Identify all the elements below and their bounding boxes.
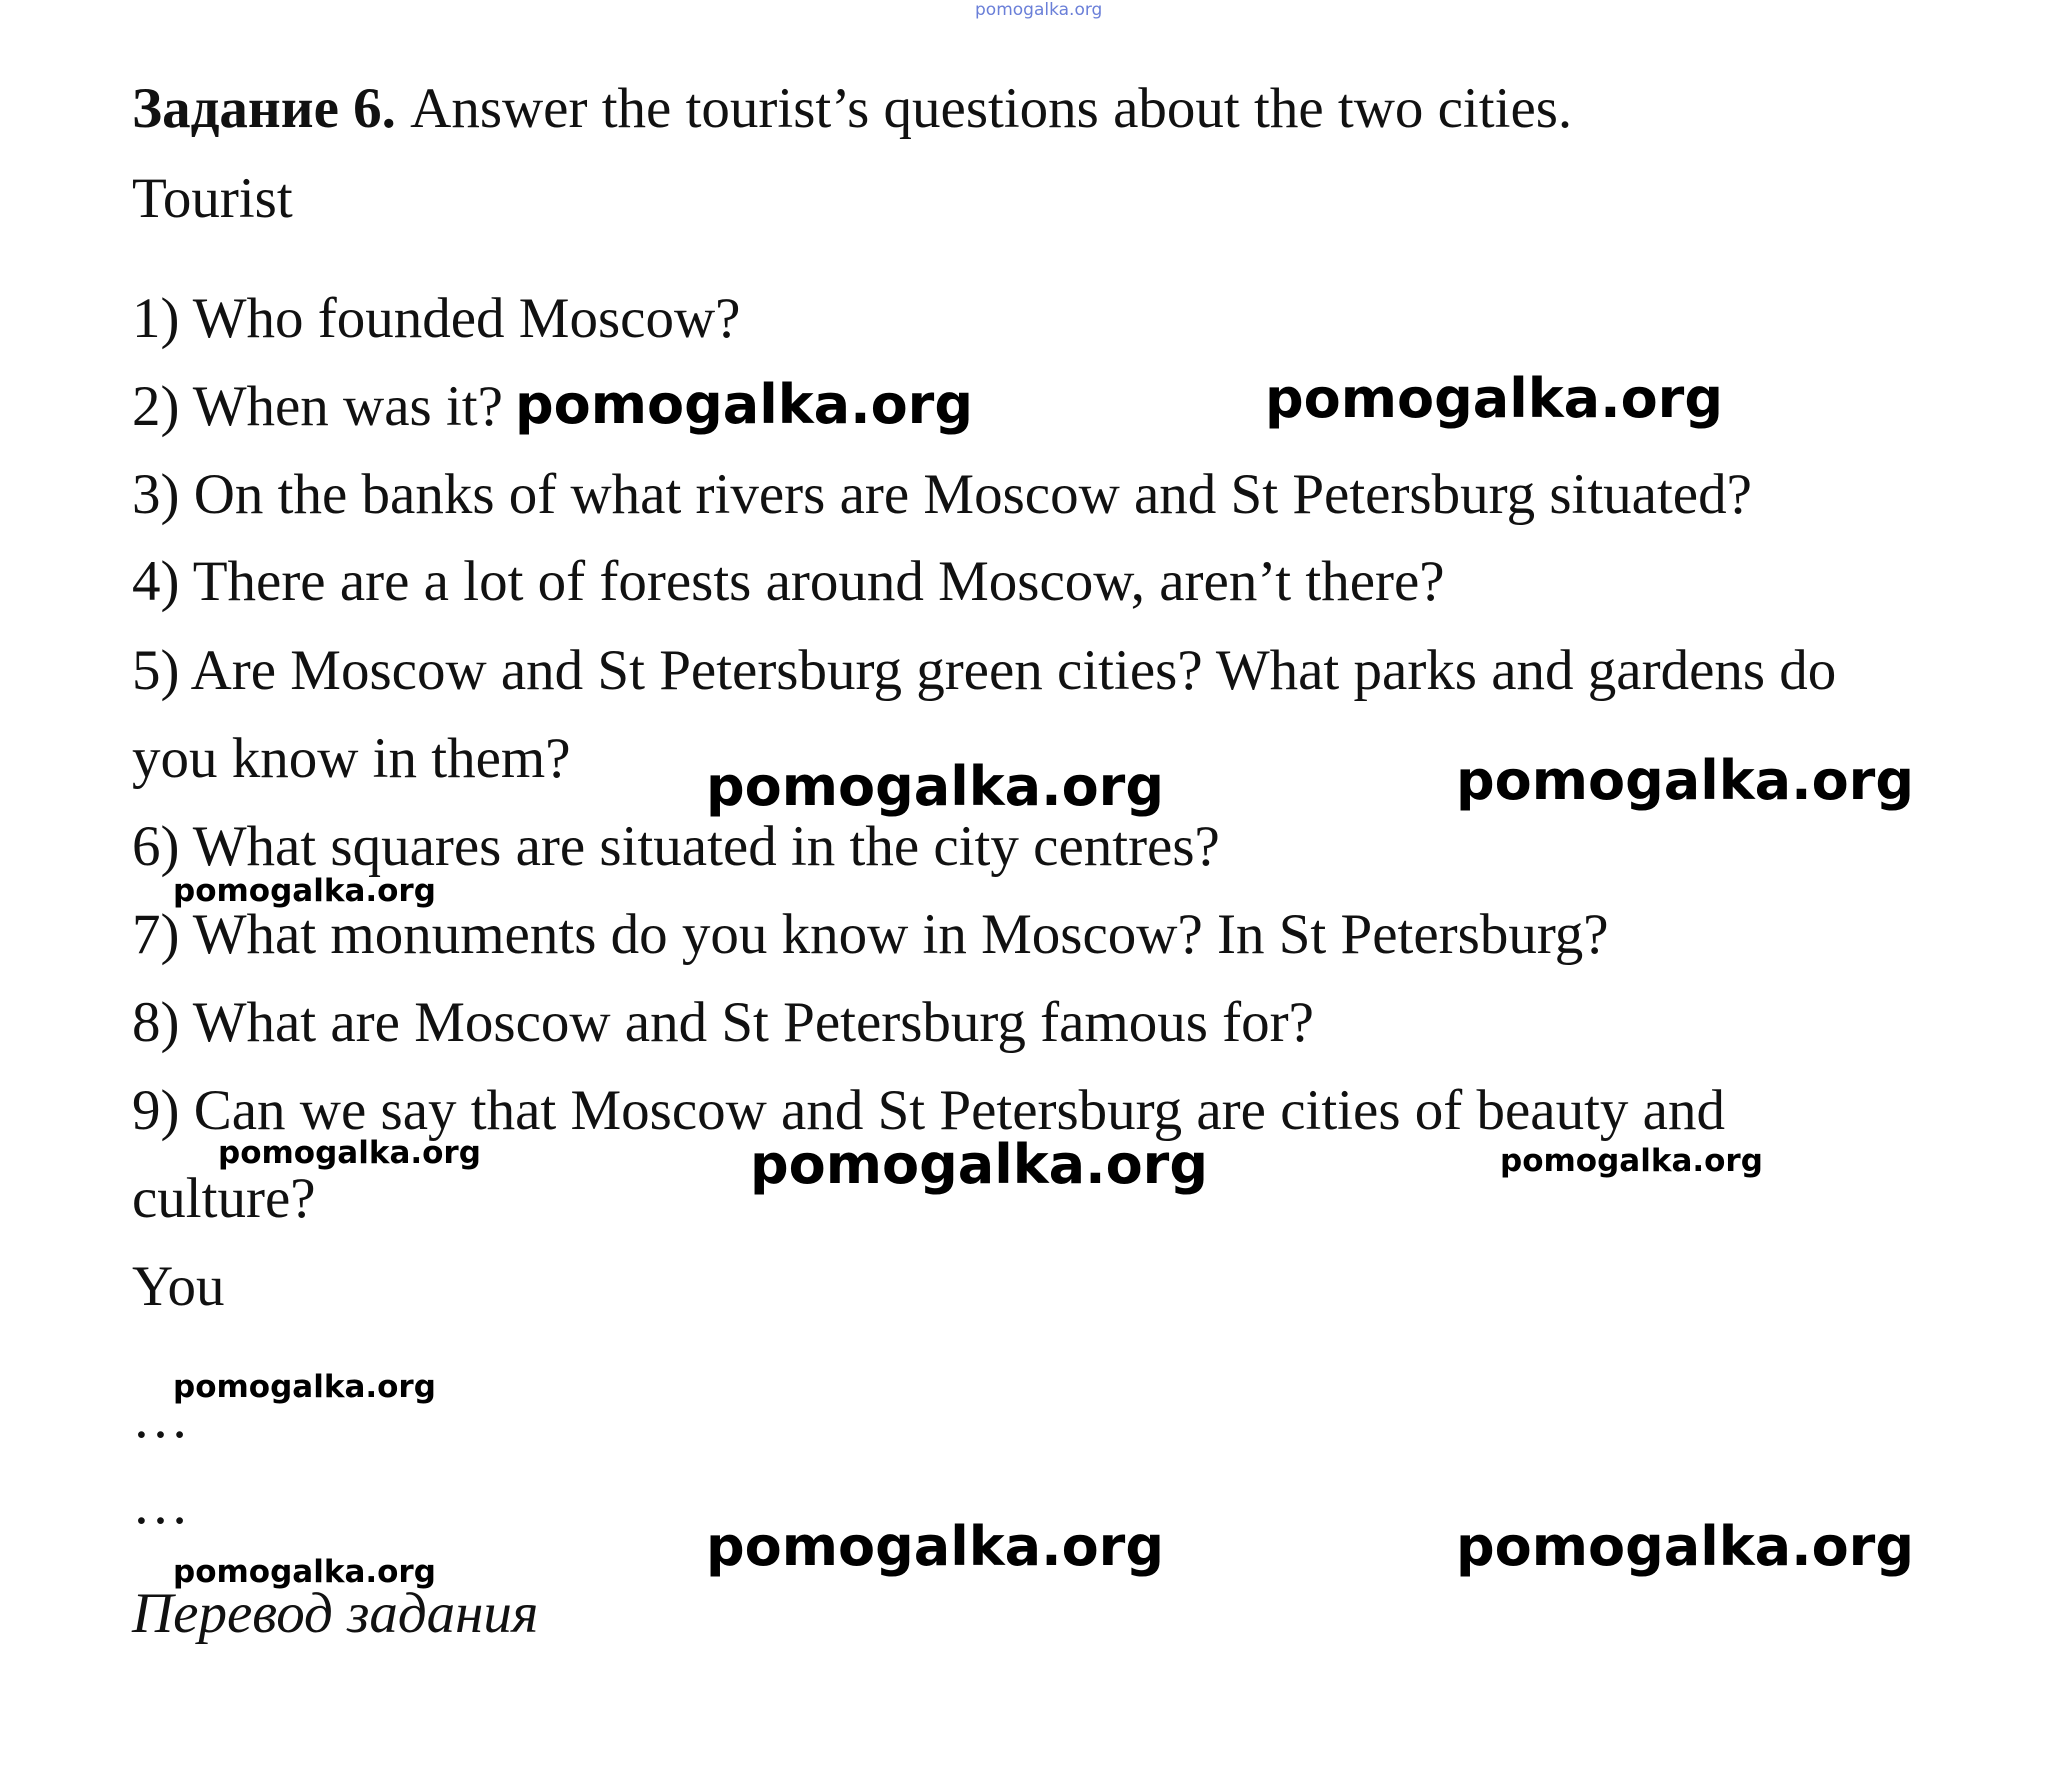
watermark: pomogalka.org xyxy=(1500,1143,1763,1179)
watermark: pomogalka.org xyxy=(173,1369,436,1405)
question-9: 9) Can we say that Moscow and St Petersburg are cities of beauty and xyxy=(132,1079,1725,1142)
task-heading xyxy=(132,77,1573,140)
tourist-label: Tourist xyxy=(132,167,293,230)
watermark: pomogalka.org xyxy=(1265,367,1723,430)
watermark-top: pomogalka.org xyxy=(975,0,1103,20)
task-instruction: Answer the tourist’s questions about the two cities. xyxy=(395,77,1573,140)
question-2: 2) When was it? xyxy=(132,375,503,438)
translation-label: Перевод задания xyxy=(132,1582,539,1645)
watermark: pomogalka.org xyxy=(173,1554,436,1590)
watermark: pomogalka.org xyxy=(750,1133,1208,1196)
question-5: 5) Are Moscow and St Petersburg green cities? What parks and gardens do xyxy=(132,639,1837,702)
watermark: pomogalka.org xyxy=(1456,749,1914,812)
question-1: 1) Who founded Moscow? xyxy=(132,287,741,350)
question-6: 6) What squares are situated in the city centres? xyxy=(132,815,1220,878)
question-7: 7) What monuments do you know in Moscow? In St Petersburg? xyxy=(132,903,1609,966)
question-4: 4) There are a lot of forests around Moscow, aren’t there? xyxy=(132,550,1445,613)
watermark: pomogalka.org xyxy=(218,1135,481,1171)
watermark: pomogalka.org xyxy=(515,373,973,436)
question-9-continued: culture? xyxy=(132,1167,316,1230)
you-label: You xyxy=(132,1255,225,1318)
watermark: pomogalka.org xyxy=(706,1515,1164,1578)
watermark: pomogalka.org xyxy=(1456,1515,1914,1578)
watermark: pomogalka.org xyxy=(706,755,1164,818)
watermark: pomogalka.org xyxy=(173,873,436,909)
question-8: 8) What are Moscow and St Petersburg famous for? xyxy=(132,991,1314,1054)
answer-ellipsis-2: … xyxy=(132,1473,189,1536)
task-number: Задание 6. xyxy=(132,77,396,140)
question-5-continued: you know in them? xyxy=(132,727,571,790)
question-3: 3) On the banks of what rivers are Moscow and St Petersburg situated? xyxy=(132,463,1752,526)
answer-ellipsis-1: … xyxy=(132,1387,189,1450)
